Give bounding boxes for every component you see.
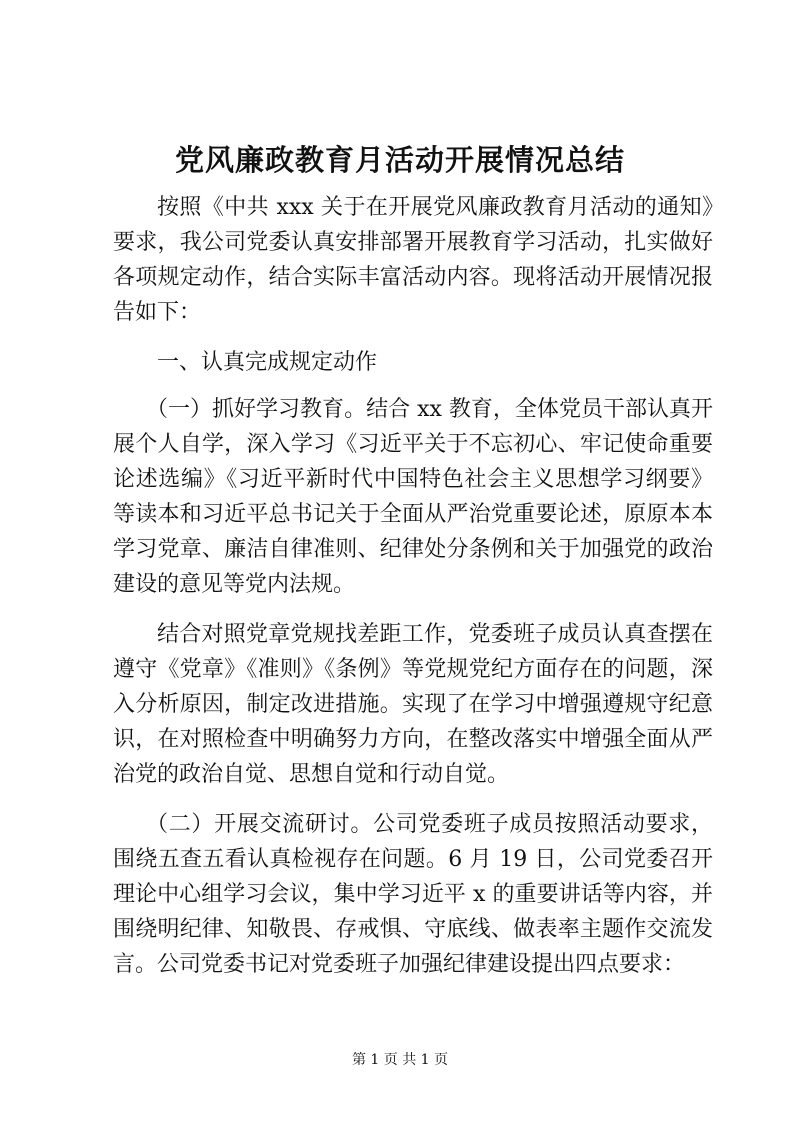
self-check-paragraph: 结合对照党章党规找差距工作，党委班子成员认真查摆在遵守《党章》《准则》《条例》等党规党纪方面存在的问题，深入分析原因，制定改进措施。实现了在学习中增强遵规守纪意识，在对照检查中明确努力方向，在整改落实中增强全面从严治党的政治自觉、思想自觉和行动自觉。: [113, 622, 713, 787]
document-body: [113, 190, 713, 997]
document-title: 党风廉政教育月活动开展情况总结: [174, 143, 625, 177]
page-footer: 第 1 页 共 1 页: [351, 1052, 449, 1068]
section-heading: 一、认真完成规定动作: [157, 350, 378, 375]
intro-paragraph: 按照《中共 xxx 关于在开展党风廉政教育月活动的通知》要求，我公司党委认真安排部署开展教育学习活动，扎实做好各项规定动作，结合实际丰富活动内容。现将活动开展情况报告如下：: [113, 195, 713, 325]
discussion-paragraph: （二）开展交流研讨。公司党委班子成员按照活动要求，围绕五查五看认真检视存在问题。6 月 19 日，公司党委召开理论中心组学习会议，集中学习近平 x 的重要讲话等内容，并围绕明纪律、知敬畏、存戒惧、守底线、做表率主题作交流发言。公司党委书记对党委班子加强纪律建设提出四点要求：: [113, 812, 713, 977]
study-education-paragraph: （一）抓好学习教育。结合 xx 教育，全体党员干部认真开展个人自学，深入学习《习近平关于不忘初心、牢记使命重要论述选编》《习近平新时代中国特色社会主义思想学习纲要》等读本和习近平总书记关于全面从严治党重要论述，原原本本学习党章、廉洁自律准则、纪律处分条例和关于加强党的政治建设的意见等党内法规。: [113, 397, 713, 597]
